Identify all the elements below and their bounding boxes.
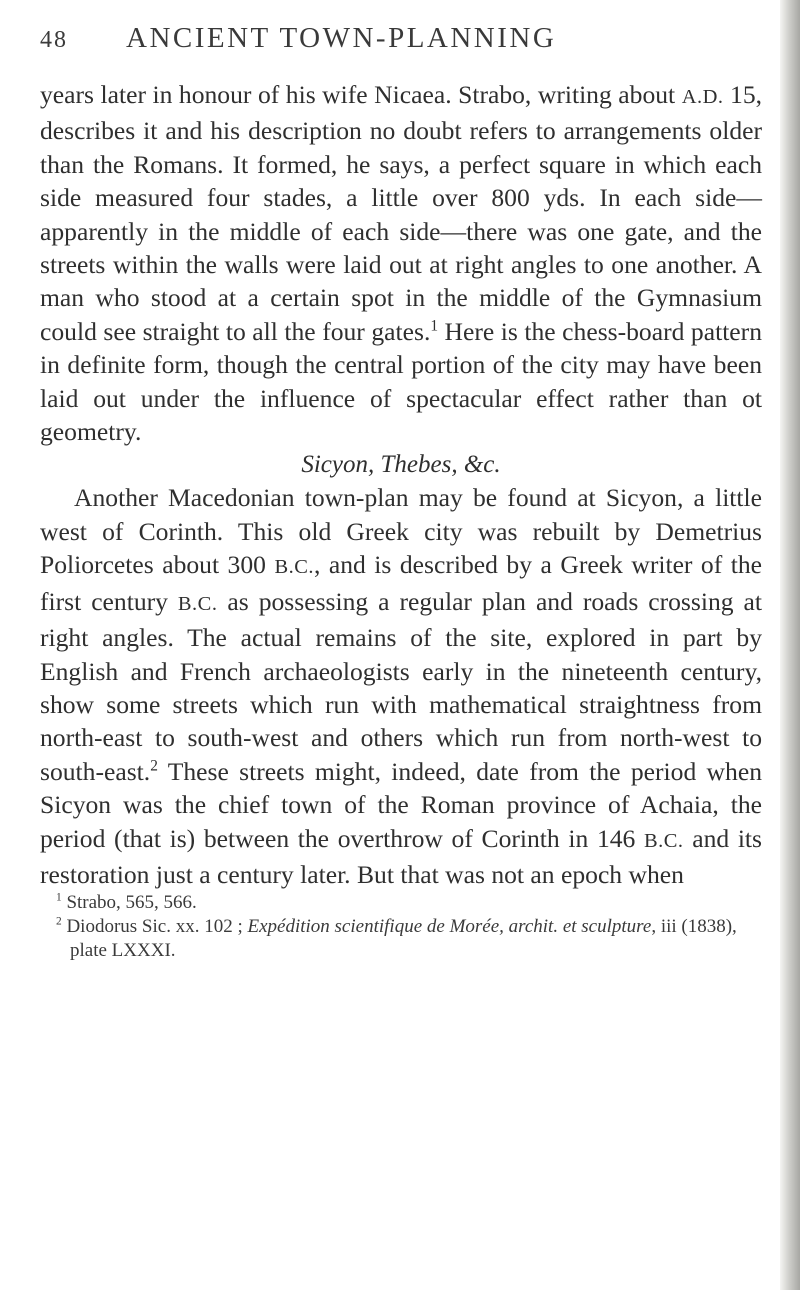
footnote-2 bbox=[40, 915, 762, 963]
paragraph-2-text: Another Macedonian town-plan may be found at Sicyon, a little west of Corinth. This old Greek city was rebuilt by Demetrius Poliorcetes about 300 bbox=[40, 483, 762, 580]
body-text bbox=[40, 78, 762, 891]
paragraph-2-text: , and is described by a Greek writer of the first century bbox=[40, 550, 763, 616]
era-abbreviation: B.C. bbox=[274, 556, 314, 579]
era-abbreviation: B.C. bbox=[177, 592, 218, 615]
page-binding-edge bbox=[780, 0, 800, 1290]
running-title: ANCIENT TOWN-PLANNING bbox=[126, 22, 557, 54]
era-abbreviation: A.D. bbox=[681, 86, 724, 108]
section-heading: Sicyon, Thebes, &c. bbox=[301, 451, 501, 479]
running-head bbox=[40, 22, 762, 62]
footnote-1 bbox=[40, 891, 762, 915]
footnote-cited-title: Expédition scientifique de Morée, archit. et sculpture bbox=[247, 916, 652, 938]
footnote-text: , iii (1838), plate LXXXI. bbox=[70, 916, 737, 962]
paragraph-1 bbox=[40, 78, 762, 448]
paragraph-2-text: as possessing a regular plan and roads crossing at right angles. The actual remains of the site, explored in part by English and French archaeologists early in the nineteenth century, show some streets which run with mathematical straightness from north-east to south-west and others which run from north-west to south-east. bbox=[40, 586, 762, 786]
paragraph-2-text: and its restoration just a century later. But that was not an epoch when bbox=[40, 823, 762, 889]
footnote-mark: 1 bbox=[56, 892, 62, 905]
paragraph-1-text: Here is the chess-board pattern in definite form, though the central portion of the city may have been laid out under the influence of spectacular effect rather than ot geometry. bbox=[40, 316, 762, 447]
page-number: 48 bbox=[40, 27, 68, 53]
footnote-text: Diodorus Sic. xx. 102 ; bbox=[66, 916, 248, 938]
paragraph-2-text: These streets might, indeed, date from the period when Sicyon was the chief town of the Roman province of Achaia, the period (that is) between the overthrow of Corinth in 146 bbox=[40, 756, 762, 853]
footnotes bbox=[40, 891, 762, 963]
footnote-reference: 2 bbox=[150, 757, 158, 775]
footnote-mark: 2 bbox=[56, 916, 62, 929]
era-abbreviation: B.C. bbox=[644, 829, 684, 852]
paragraph-1-text: years later in honour of his wife Nicaea. Strabo, writing about bbox=[40, 80, 682, 109]
footnote-reference: 1 bbox=[430, 317, 439, 335]
book-page bbox=[40, 22, 762, 963]
paragraph-1-text: 15, describes it and his description no doubt refers to arrangements older than the Romans. It formed, he says, a perfect square in which each side measured four stades, a little over 800 yds. In each side—apparently in the middle of each side—there was one gate, and the streets within the walls were laid out at right angles to one another. A man who stood at a certain spot in the middle of the Gymnasium could see straight to all the four gates. bbox=[40, 80, 763, 346]
paragraph-2 bbox=[40, 481, 762, 891]
footnote-text: Strabo, 565, 566. bbox=[66, 892, 197, 914]
